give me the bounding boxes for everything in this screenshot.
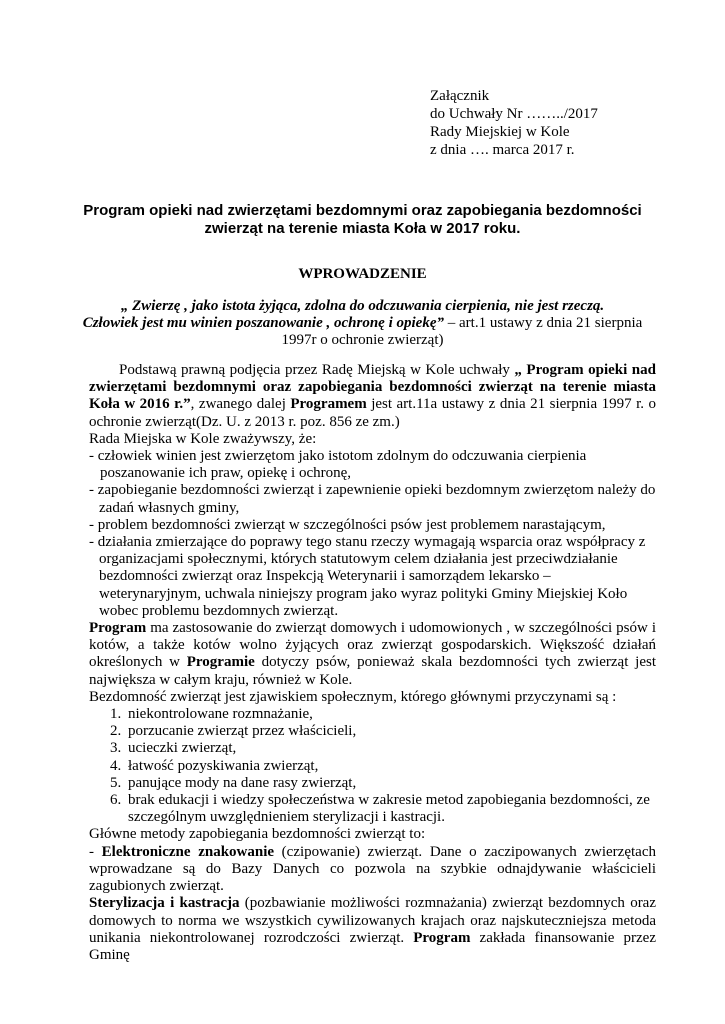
motto-quote-2: Człowiek jest mu winien poszanowanie , ochronę i opiekę” [82,315,444,331]
annex-council: Rady Miejskiej w Kole [430,124,570,140]
cause-item: 6. brak edukacji i wiedzy społeczeństwa w zakresie metod zapobiegania bezdomności, ze szczególnym uwzględnieniem sterylizacji i kastracji. [125,792,656,826]
legal-basis-end: jest art.11a ustawy z dnia 21 sierpnia 1997 r. o ochronie zwierząt(Dz. U. z 2013 r. poz. 856 ze zm.) [89,396,656,430]
cause-item: 4. łatwość pozyskiwania zwierząt, [125,758,656,775]
dash: - [89,843,102,860]
program-term: Programie [186,654,255,671]
sterilization-text-end: zakłada finansowanie przez Gminę [89,929,656,963]
motto-source-2: 1997r o ochronie zwierząt) [281,332,444,348]
section-heading: WPROWADZENIE [298,266,427,282]
title-line-1: Program opieki nad zwierzętami bezdomnymi oraz zapobiegania bezdomności [83,202,642,219]
bullet-item: - działania zmierzające do poprawy tego stanu rzeczy wymagają wsparcia oraz współpracy z organizacjami społecznymi, których statutowym celem działania jest przeciwdziałanie bezdomności zwierząt oraz Inspekcją Weterynarii i samorządem lekarsko – weterynaryjnym, uchwala niniejszy program jako wyraz polityki Gminy Miejskiej Koło wobec problemu bezdomnych zwierząt. [89,534,646,619]
sterilization-term: Sterylizacja i kastracja [89,895,240,912]
scope-paragraph [89,620,656,689]
council-intro: Rada Miejska w Kole zważywszy, że: [89,430,317,447]
annex-date: z dnia …. marca 2017 r. [430,142,575,158]
chipping-term: Elektroniczne znakowanie [101,843,275,860]
title-line-2: zwierząt na terenie miasta Koła w 2017 roku. [204,220,521,237]
program-term: Program [89,620,147,637]
cause-item: 1. niekontrolowane rozmnażanie, [125,706,656,723]
causes-list [89,706,656,826]
chipping-paragraph [89,844,656,896]
annex-header [430,87,710,159]
bullet-item: - problem bezdomności zwierząt w szczególności psów jest problemem narastającym, [89,516,606,533]
sterilization-paragraph [89,895,656,964]
resolution-name: „ Program opieki nad zwierzętami bezdomnymi oraz zapobiegania bezdomności zwierząt na terenie miasta Koła w 2016 r.” [89,362,656,413]
cause-item: 5. panujące mody na dane rasy zwierząt, [125,775,656,792]
chipping-text: (czipowanie) zwierząt. Dane o zaczipowanych zwierzętach wprowadzane są do Bazy Danych co pozwola na szybkie odnajdywanie właścicieli zagubionych zwierząt. [89,843,656,895]
legal-basis-text: Podstawą prawną podjęcia przez Radę Miejską w Kole uchwały [119,362,515,378]
legal-basis-paragraph [89,362,656,431]
annex-resolution-number: do Uchwały Nr ……../2017 [430,106,598,122]
scope-text: ma zastosowanie do zwierząt domowych i udomowionych , w szczególności psów i kotów, a także kotów wolno żyjących oraz zwierząt gospodarskich. Większość działań określonych w [89,620,656,671]
motto-source-1: – art.1 ustawy z dnia 21 sierpnia [444,315,643,331]
bullet-item: - człowiek winien jest zwierzętom jako istotom zdolnym do odczuwania cierpienia poszanowanie ich praw, opiekę i ochronę, [89,448,587,482]
document-title [60,202,665,238]
causes-intro: Bezdomność zwierząt jest zjawiskiem społecznym, którego głównymi przyczynami są : [89,688,617,705]
legal-basis-mid: , zwanego dalej [190,396,291,413]
motto [60,298,665,349]
motto-line-2 [60,315,665,332]
annex-label: Załącznik [430,88,490,104]
document-body [89,362,656,964]
program-term: Program [413,929,471,946]
program-term: Programem [290,396,367,413]
motto-quote-1: „ Zwierzę , jako istota żyjąca, zdolna do odczuwania cierpienia, nie jest rzeczą. [120,298,605,314]
motto-line-1 [60,298,665,315]
cause-item: 2. porzucanie zwierząt przez właścicieli, [125,723,656,740]
methods-intro: Główne metody zapobiegania bezdomności zwierząt to: [89,826,426,843]
cause-item: 3. ucieczki zwierząt, [125,740,656,757]
sterilization-text: (pozbawianie możliwości rozmnażania) zwierząt bezdomnych oraz domowych to norma we wszystkich cywilizowanych krajach oraz najskuteczniejsza metoda unikania niekontrolowanej rozrodczości zwierząt. [89,895,656,946]
scope-text-end: dotyczy psów, ponieważ skala bezdomności tych zwierząt jest największa w całym kraju, również w Kole. [89,654,656,688]
bullet-item: - zapobieganie bezdomności zwierząt i zapewnienie opieki bezdomnym zwierzętom należy do zadań własnych gminy, [89,482,656,516]
